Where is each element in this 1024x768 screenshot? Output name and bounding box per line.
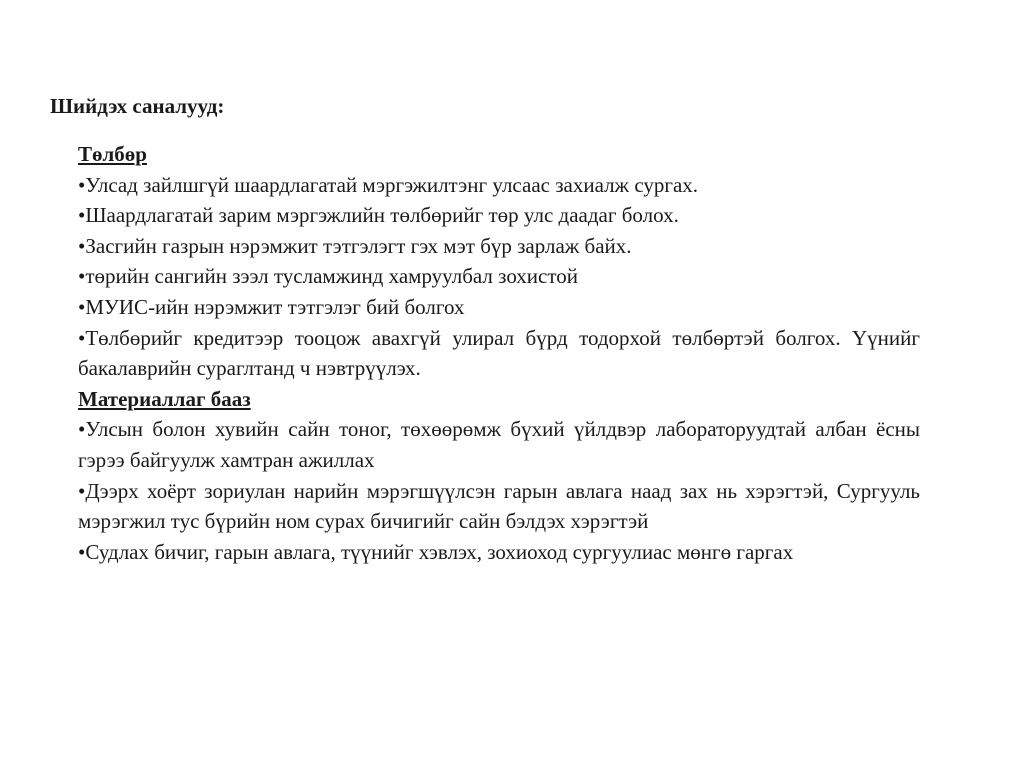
bullet-item: •Төлбөрийг кредитээр тооцож авахгүй улирал бүрд тодорхой төлбөртэй болгох. Үүнийг бакалаврийн сураглтанд ч нэвтрүүлэх.	[78, 325, 920, 381]
bullet-item: •төрийн сангийн зээл тусламжинд хамруулбал зохистой	[78, 264, 578, 289]
section-payment	[78, 139, 920, 384]
slide-content	[78, 139, 920, 567]
slide-title: Шийдэх саналууд:	[50, 94, 225, 118]
bullet-item: •Судлах бичиг, гарын авлага, түүнийг хэвлэх, зохиоход сургуулиас мөнгө гаргах	[78, 539, 794, 564]
bullet-item: •Дээрх хоёрт зориулан нарийн мэрэгшүүлсэн гарын авлага наад зах нь хэрэгтэй, Сургууль мэрэгжил тус бүрийн ном сурах бичигийг сайн бэлдэх хэрэгтэй	[78, 478, 920, 534]
section-heading-payment: Төлбөр	[78, 142, 147, 166]
bullet-item: •МУИС-ийн нэрэмжит тэтгэлэг бий болгох	[78, 294, 465, 319]
section-material-base	[78, 384, 920, 568]
section-heading-material-base: Материаллаг бааз	[78, 386, 251, 411]
bullet-item: •Улсад зайлшгүй шаардлагатай мэргэжилтэнг улсаас захиалж сургах.	[78, 172, 699, 197]
bullet-item: •Улсын болон хувийн сайн тоног, төхөөрөмж бүхий үйлдвэр лабораторуудтай албан ёсны гэрээ байгуулж хамтран ажиллах	[78, 417, 920, 472]
bullet-item: •Засгийн газрын нэрэмжит тэтгэлэгт гэх мэт бүр зарлаж байх.	[78, 233, 632, 258]
bullet-item: •Шаардлагатай зарим мэргэжлийн төлбөрийг төр улс даадаг болох.	[78, 203, 679, 228]
